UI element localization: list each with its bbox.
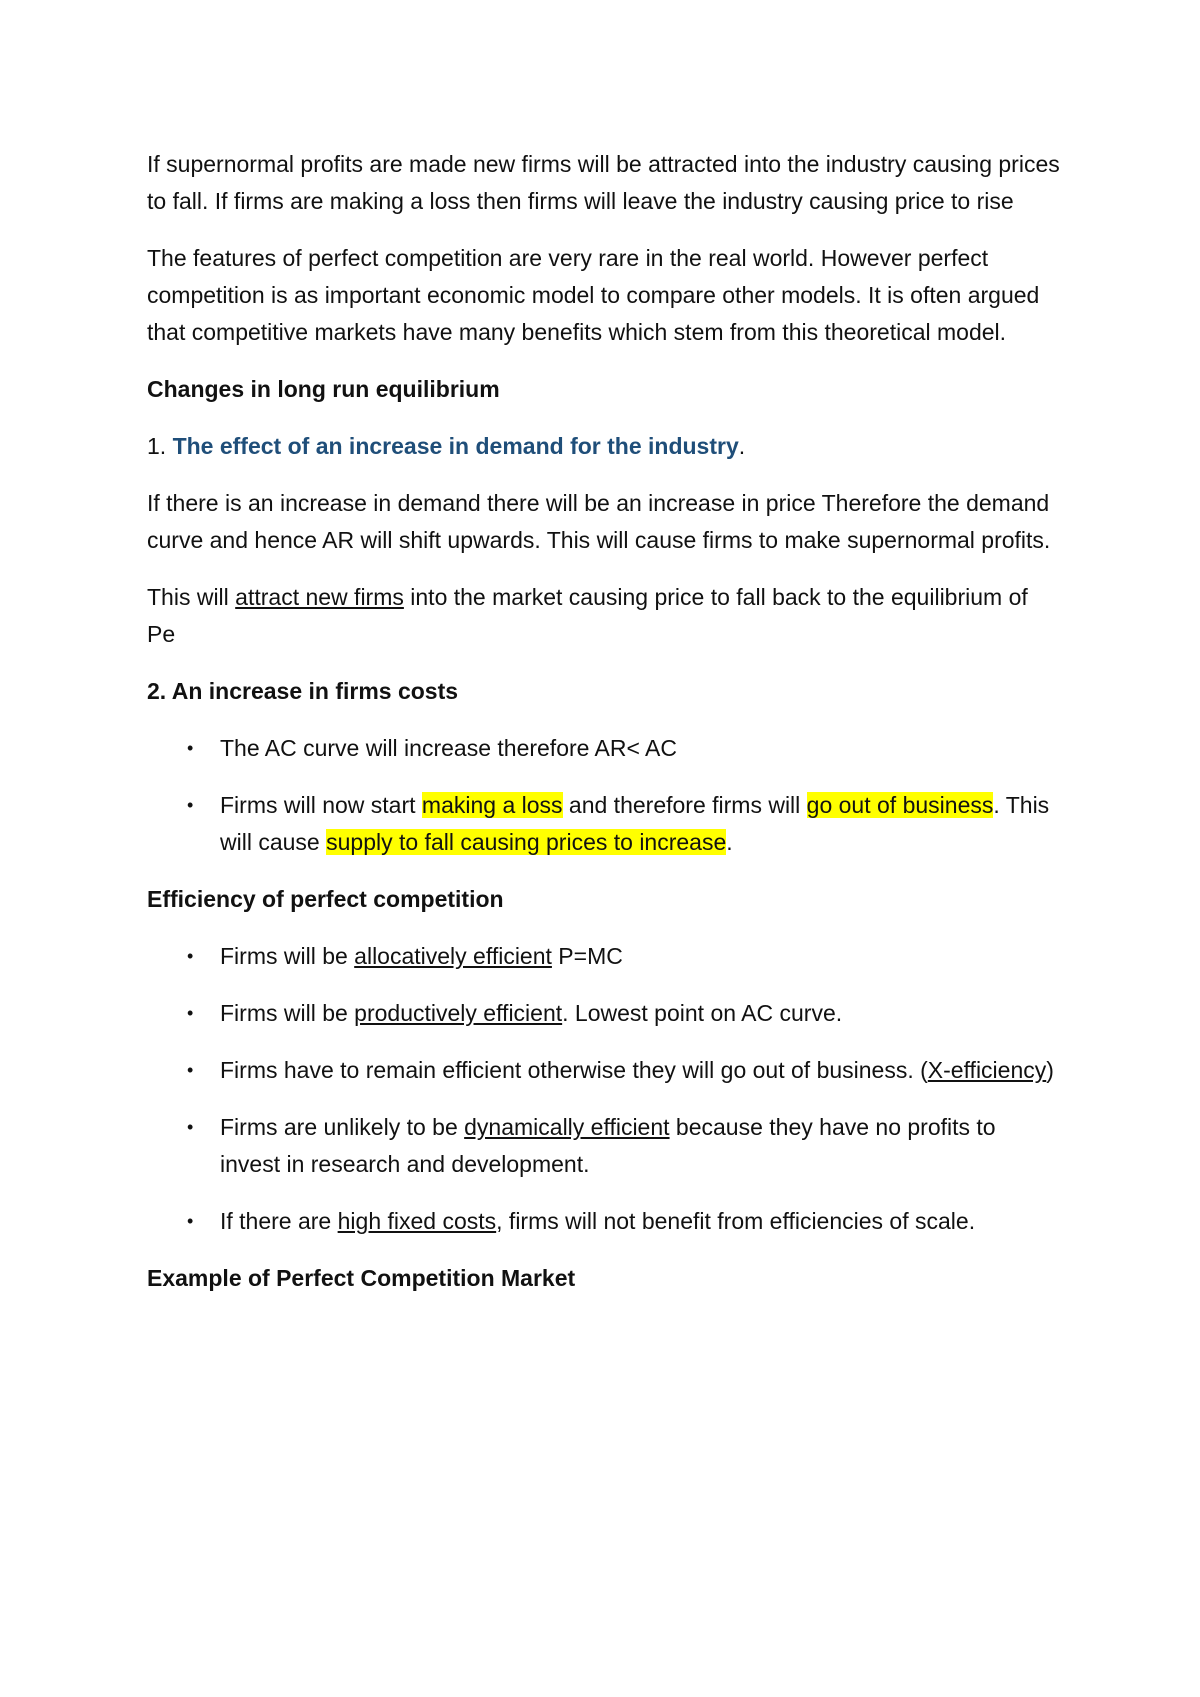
underlined-dynamically-efficient: dynamically efficient <box>464 1114 670 1140</box>
underlined-productively-efficient: productively efficient <box>354 1000 563 1026</box>
text-run: If there are <box>220 1208 338 1234</box>
costs-bullet-list <box>147 730 1060 861</box>
bullet-icon: • <box>187 795 194 815</box>
text-run: ) <box>1046 1057 1054 1083</box>
text-run: Firms are unlikely to be <box>220 1114 465 1140</box>
heading-changes-long-run: Changes in long run equilibrium <box>147 376 500 402</box>
paragraph-attract-firms <box>147 579 1060 653</box>
text-run: Firms will now start <box>220 792 422 818</box>
efficiency-bullet-list <box>147 938 1060 1240</box>
bullet-icon: • <box>187 1060 194 1080</box>
numbered-item-1 <box>147 428 1060 465</box>
list-item <box>147 1052 1060 1089</box>
list-item <box>147 938 1060 975</box>
text-run: because they have no profits to invest in research and development. <box>220 1114 996 1177</box>
list-item <box>147 995 1060 1032</box>
paragraph-features: The features of perfect competition are very rare in the real world. However perfect competition is as important economic model to compare other models. It is often argued that competitive markets have many benefits which stem from this theoretical model. <box>147 245 1040 345</box>
heading-example: Example of Perfect Competition Market <box>147 1265 576 1291</box>
highlight-supply-to-fall: supply to fall causing prices to increase <box>326 829 727 855</box>
heading-efficiency: Efficiency of perfect competition <box>147 886 504 912</box>
text-run: . This will cause <box>220 792 1050 855</box>
paragraph-demand-increase: If there is an increase in demand there will be an increase in price Therefore the demand curve and hence AR will shift upwards. This will cause firms to make supernormal profits. <box>147 490 1051 553</box>
bullet-icon: • <box>187 1211 194 1231</box>
text-run: Firms will be <box>220 1000 355 1026</box>
bullet-icon: • <box>187 1117 194 1137</box>
item-number: 1. <box>147 433 173 459</box>
list-item <box>147 787 1060 861</box>
highlight-go-out-of-business: go out of business <box>806 792 994 818</box>
bullet-icon: • <box>187 946 194 966</box>
text-run: P=MC <box>551 943 623 969</box>
text-run: Firms will be <box>220 943 355 969</box>
list-item <box>147 1203 1060 1240</box>
paragraph-supernormal-profits: If supernormal profits are made new firms will be attracted into the industry causing prices to fall. If firms are making a loss then firms will leave the industry causing price to rise <box>147 151 1060 214</box>
underlined-allocatively-efficient: allocatively efficient <box>354 943 552 969</box>
underlined-x-efficiency: X-efficiency <box>927 1057 1047 1083</box>
item-period: . <box>738 433 746 459</box>
list-item <box>147 1109 1060 1183</box>
text-run: Firms have to remain efficient otherwise they will go out of business. ( <box>220 1057 928 1083</box>
text-run: into the market causing price to fall back to the equilibrium of Pe <box>147 584 1028 647</box>
text-run: This will <box>147 584 236 610</box>
text-run: and therefore firms will <box>562 792 807 818</box>
heading-increase-costs: 2. An increase in firms costs <box>147 678 459 704</box>
underlined-attract-new-firms: attract new firms <box>235 584 404 610</box>
highlight-making-a-loss: making a loss <box>421 792 563 818</box>
bullet-icon: • <box>187 1003 194 1023</box>
underlined-high-fixed-costs: high fixed costs <box>337 1208 497 1234</box>
text-run: The AC curve will increase therefore AR< AC <box>220 735 678 761</box>
text-run: , firms will not benefit from efficiencies of scale. <box>496 1208 976 1234</box>
item-title-demand-increase: The effect of an increase in demand for the industry <box>172 433 739 459</box>
text-run: . <box>726 829 733 855</box>
text-run: . Lowest point on AC curve. <box>562 1000 843 1026</box>
list-item <box>147 730 1060 767</box>
bullet-icon: • <box>187 738 194 758</box>
